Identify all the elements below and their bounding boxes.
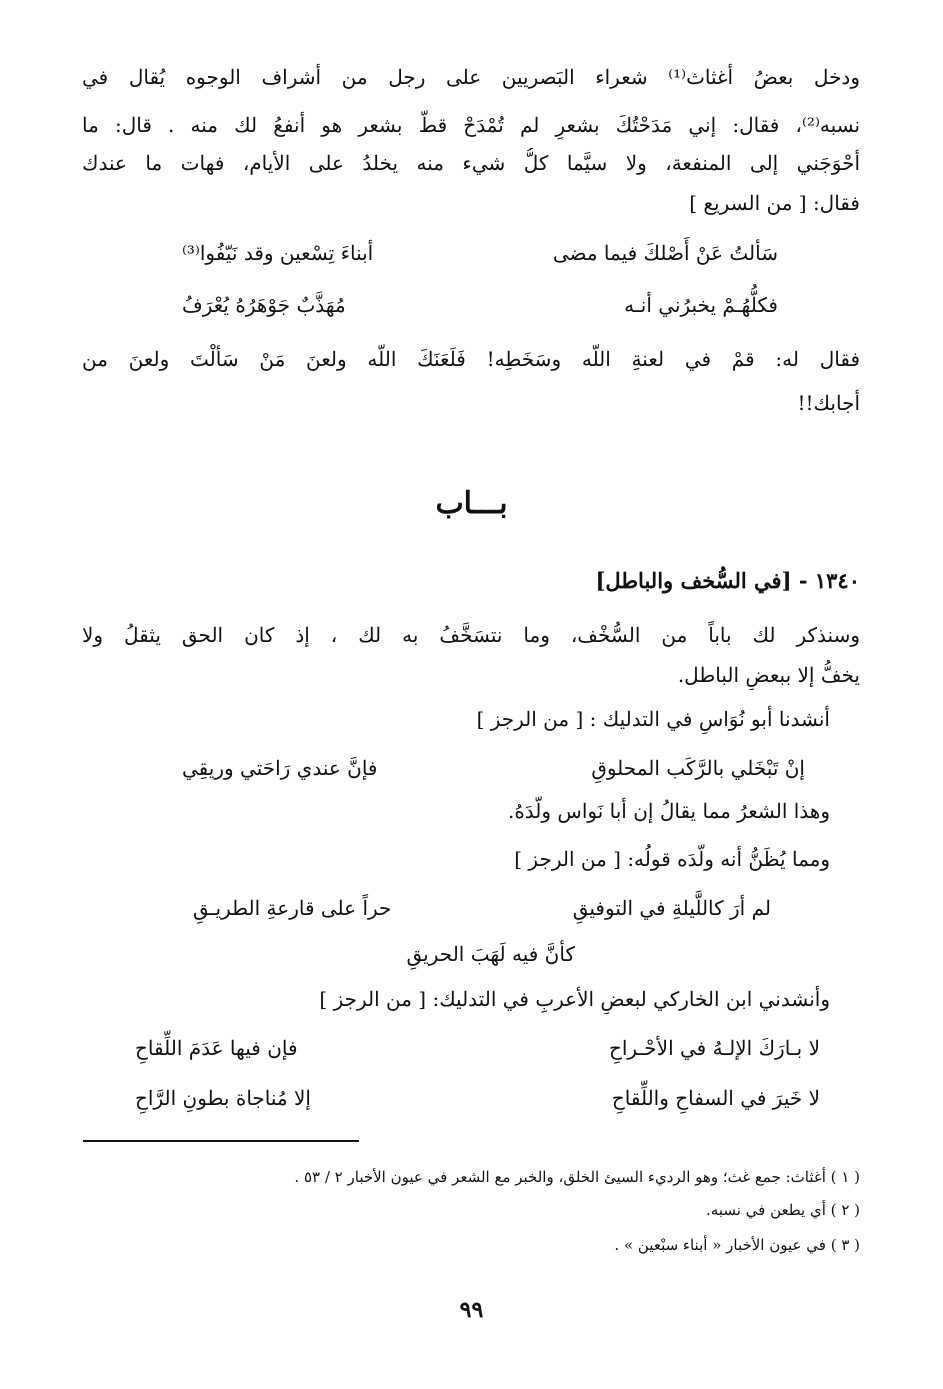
- verse-3-second-hemistich: فإنَّ عندي رَاحَتي وريقِي: [182, 756, 378, 780]
- verse-7-second-hemistich: إلا مُناجاة بطونِ الرَّاحِ: [135, 1086, 311, 1110]
- verse-2-second-hemistich: مُهَذَّبٌ جَوْهَرُهُ يُعْرَفُ: [182, 293, 346, 317]
- verse-5-single-hemistich: كأنَّ فيه لَهَبَ الحريقِ: [406, 942, 575, 966]
- closing-line-2: أجابك!!: [797, 391, 860, 415]
- verse-4-second-hemistich: حراً على قارعةِ الطريـقِ: [193, 896, 392, 920]
- paragraph-yuzannu: ومما يُظَنُّ أنه ولَّدَه قولُه: [ من الرجز ]: [514, 847, 830, 871]
- verse-1-second-hemistich: أبناءَ تِسْعين وقد نَيّفُوا⁽³⁾: [182, 241, 374, 265]
- verse-7-first-hemistich: لا خَيرَ في السفاحِ واللِّقاحِ: [611, 1086, 820, 1110]
- footnote-1: ( ١ ) أغثاث: جمع غث؛ وهو الرديء السيئ الخلق، والخبر مع الشعر في عيون الأخبار ٢ / ٥٣ .: [294, 1168, 860, 1186]
- footnote-3: ( ٣ ) في عيون الأخبار « أبناء سبْعين » .: [614, 1236, 860, 1254]
- paragraph-ibn-kharaki: وأنشدني ابن الخاركي لبعضِ الأعربِ في التدليك: [ من الرجز ]: [319, 987, 830, 1011]
- verse-3-first-hemistich: إنْ تَبْخَلي بالرَّكَب المحلوقِ: [591, 756, 805, 780]
- closing-line-1: فقال له: قمْ في لعنةِ اللّه وسَخَطِه! فَلَعَنَكَ اللّه ولعنَ مَنْ سَألْتَ ولعنَ من: [82, 347, 860, 371]
- meter-label-sari: فقال: [ من السريع ]: [689, 191, 860, 215]
- section-title: بـــاب: [435, 486, 508, 521]
- verse-2-first-hemistich: فكلُّهُـمْ يخبرُني أنـه: [624, 293, 778, 317]
- intro-line-2: يخفُّ إلا ببعضِ الباطل.: [677, 663, 860, 687]
- verse-6-first-hemistich: لا بـارَكَ الإلـهُ في الأحْـراحِ: [608, 1036, 820, 1060]
- paragraph-abu-nuwas: أنشدنا أبو نُوَاسٍ في التدليك : [ من الرجز ]: [476, 707, 830, 731]
- top-paragraph-line-2: نسبه⁽²⁾، فقال: إني مَدَحْتُكَ بشعرٍ لم تُمْدَحْ قطُّ بشعر هو أنفعُ لك منه . قال: ما: [82, 113, 860, 137]
- intro-line-1: وسنذكر لك باباً من السُّخْف، وما نتسَخَّفُ به لك ، إذ كان الحق يثقلُ ولا: [82, 623, 860, 647]
- verse-4-first-hemistich: لم أرَ كاللَّيلةِ في التوفيقِ: [572, 896, 771, 920]
- verse-1-first-hemistich: سَألتُ عَنْ أَصْلكَ فيما مضى: [552, 241, 778, 265]
- paragraph-walladahu: وهذا الشعرُ مما يقالُ إن أبا نَواس ولَّدَهُ.: [507, 799, 830, 823]
- verse-6-second-hemistich: فإن فيها عَدَمَ اللِّقاحِ: [135, 1036, 298, 1060]
- entry-heading: ١٣٤٠ - [في السُّخف والباطل]: [595, 568, 860, 593]
- top-paragraph-line-3: أحْوَجَني إلى المنفعة، ولا سيَّما كلُّ شيء منه يخلدُ على الأيام، فهات ما عندك: [82, 151, 860, 175]
- page-number: ٩٩: [459, 1297, 484, 1323]
- top-paragraph-line-1: ودخل بعضُ أغثاث⁽¹⁾ شعراء البَصريين على رجل من أشراف الوجوه يُقال في: [82, 65, 860, 89]
- footnote-divider: [83, 1140, 359, 1142]
- footnote-2: ( ٢ ) أي يطعن في نسبه.: [706, 1201, 860, 1219]
